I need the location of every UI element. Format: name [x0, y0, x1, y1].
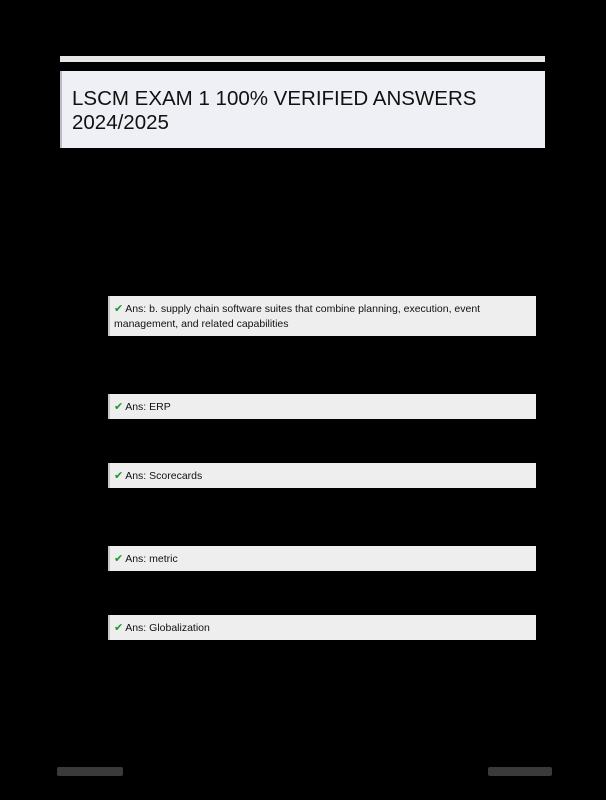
answer-text: Ans: Scorecards [125, 470, 203, 482]
answer-box-4 [108, 546, 536, 571]
footer-right-redaction [488, 767, 552, 776]
answer-text: Ans: metric [125, 553, 178, 565]
answer-box-3 [108, 463, 536, 488]
check-icon: ✔ [114, 303, 124, 315]
answer-text: Ans: ERP [125, 401, 171, 413]
footer-left-redaction [57, 767, 123, 776]
answer-box-1 [108, 296, 536, 336]
answer-box-5 [108, 615, 536, 640]
title-box [60, 71, 545, 148]
answer-text: Ans: b. supply chain software suites that combine planning, execution, event management, and related capabilities [114, 303, 481, 330]
answer-box-2 [108, 394, 536, 419]
check-icon: ✔ [114, 553, 124, 565]
check-icon: ✔ [114, 622, 124, 634]
top-divider [60, 56, 545, 62]
check-icon: ✔ [114, 470, 124, 482]
document-title: LSCM EXAM 1 100% VERIFIED ANSWERS 2024/2025 [72, 87, 477, 134]
answer-text: Ans: Globalization [125, 622, 210, 634]
check-icon: ✔ [114, 401, 124, 413]
